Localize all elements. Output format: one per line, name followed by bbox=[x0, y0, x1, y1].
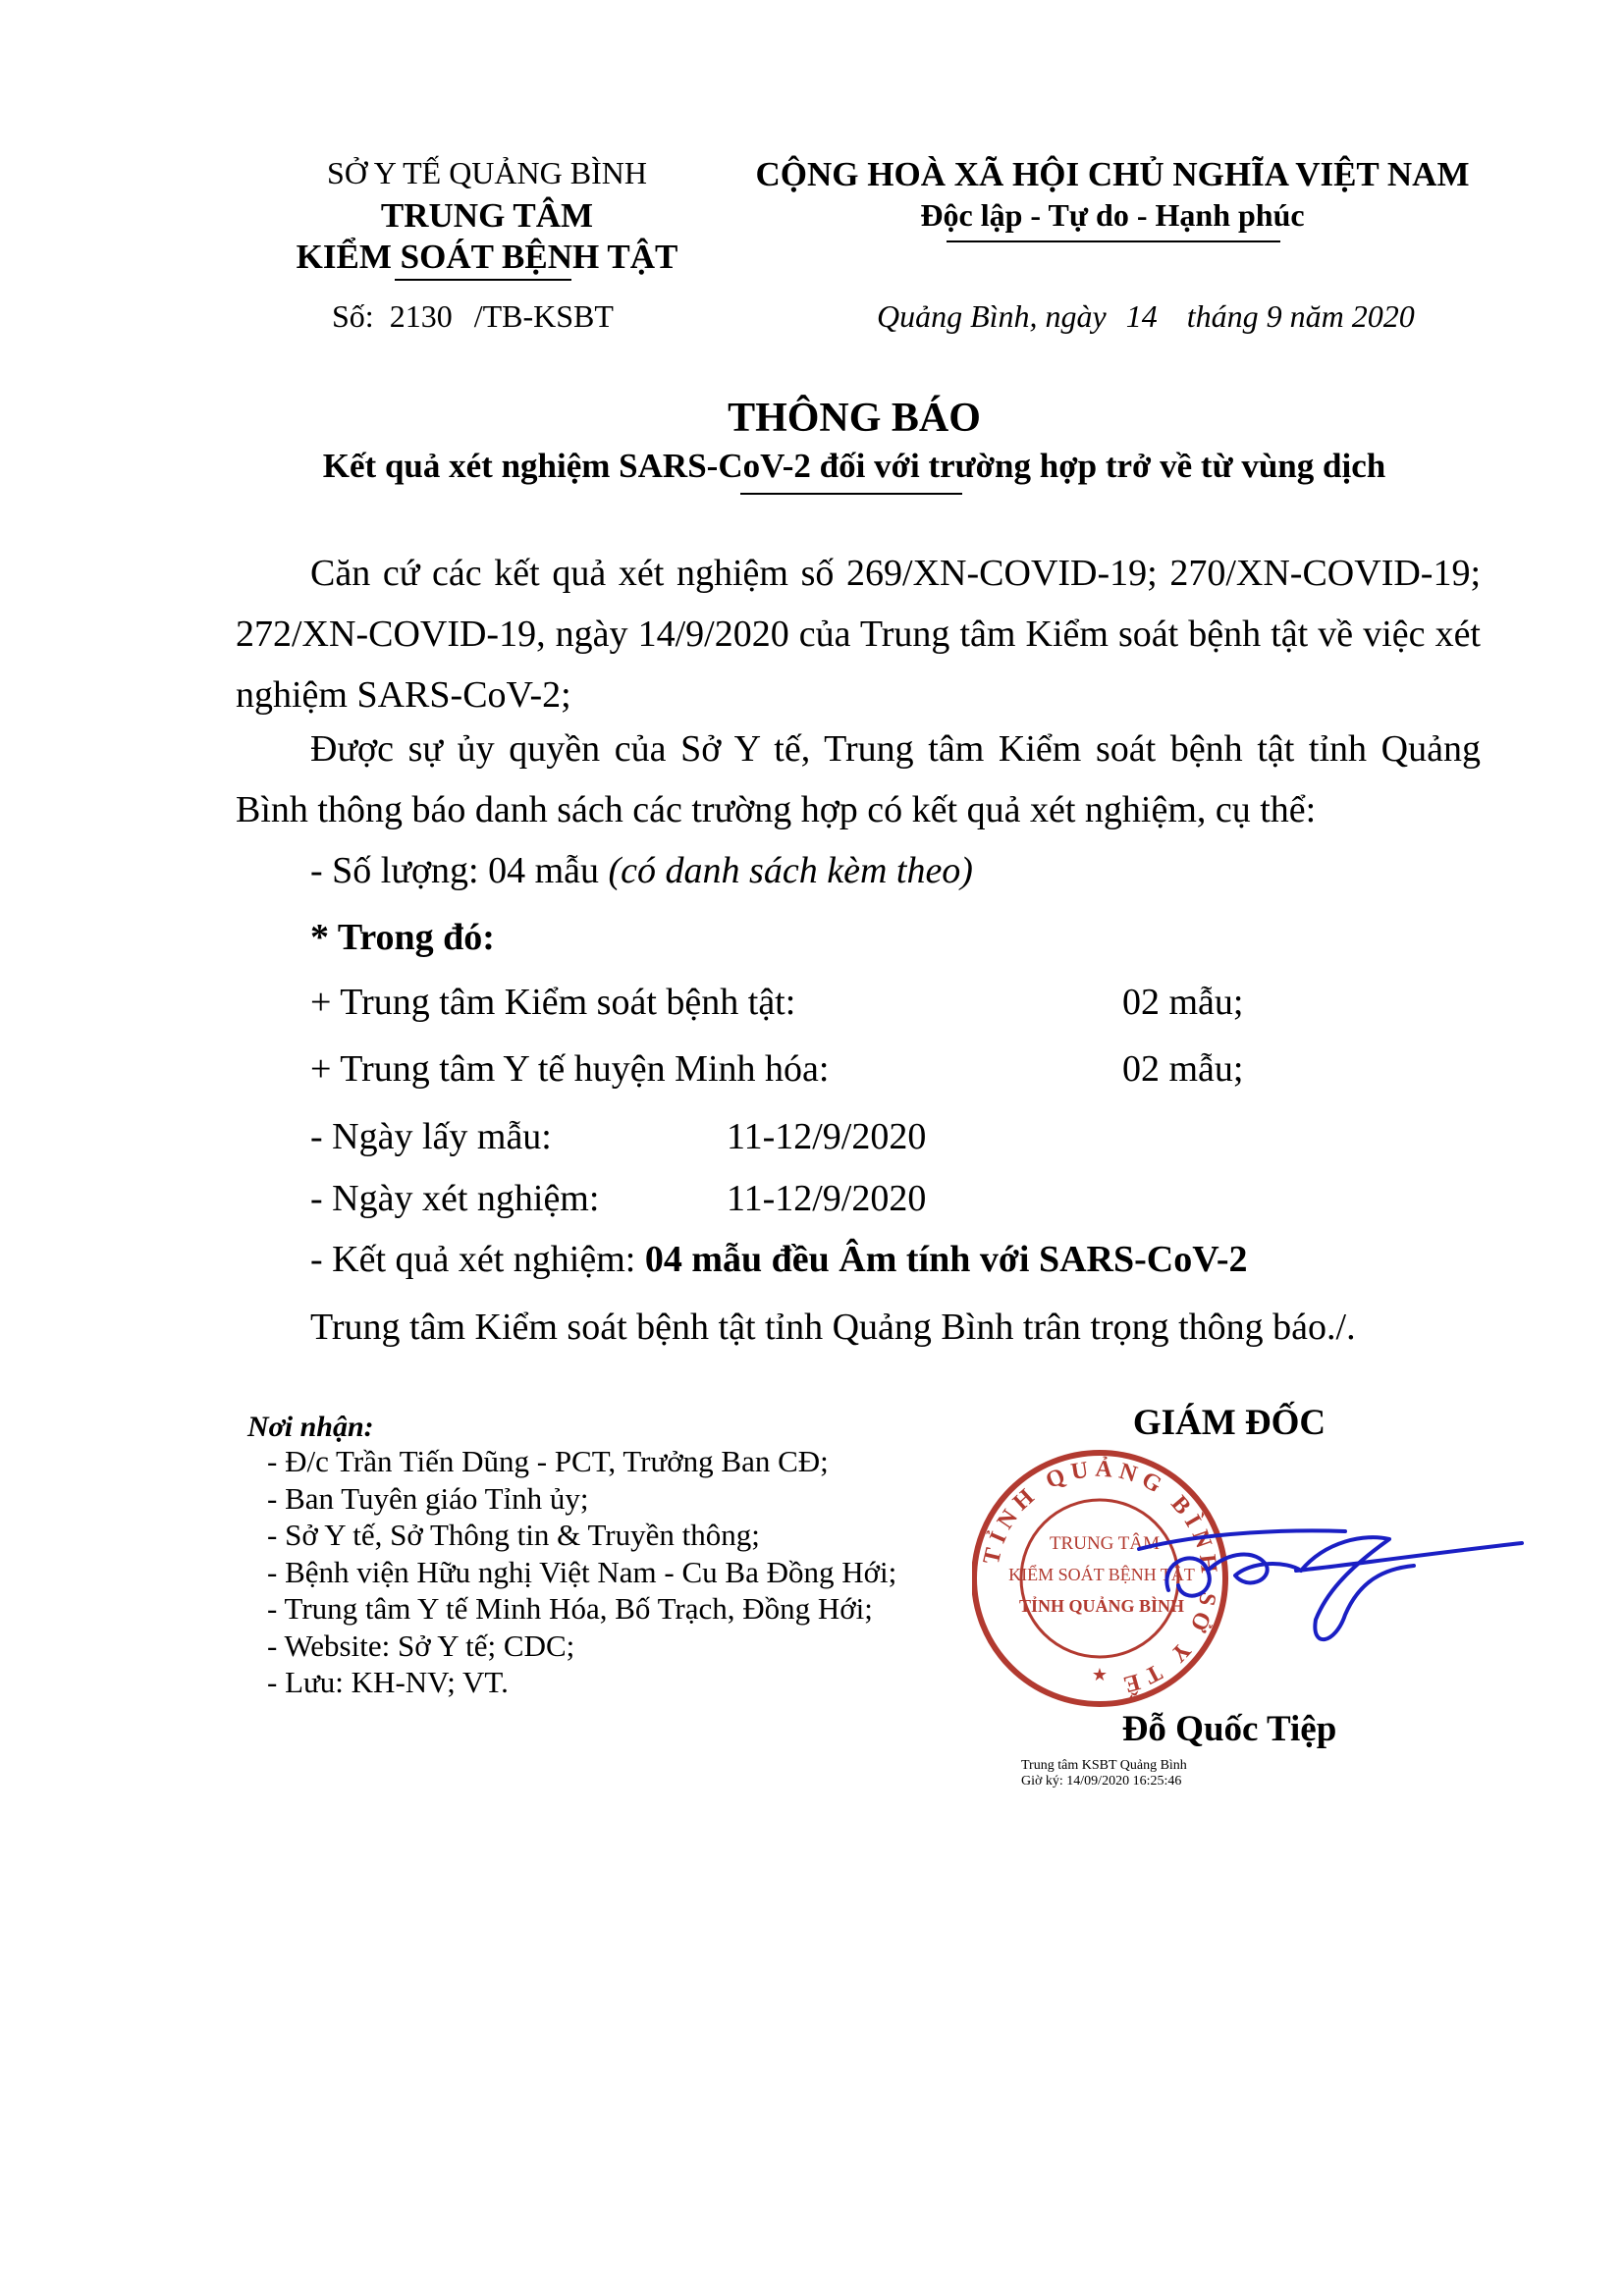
quantity-line bbox=[310, 849, 973, 892]
date-place-label: Quảng Bình, ngày bbox=[877, 298, 1107, 334]
stamp-line2: KIỂM SOÁT BỆNH TẬT bbox=[1008, 1565, 1195, 1584]
paragraph-line: Bình thông báo danh sách các trường hợp có kết quả xét nghiệm, cụ thể: bbox=[236, 789, 1317, 830]
paragraph-basis bbox=[236, 543, 1481, 725]
date-place bbox=[877, 298, 1415, 335]
closing-sentence: Trung tâm Kiểm soát bệnh tật tỉnh Quảng Bình trân trọng thông báo./. bbox=[310, 1307, 1356, 1348]
digital-signature-info bbox=[1021, 1758, 1187, 1789]
stamp-line1: TRUNG TÂM bbox=[1049, 1533, 1161, 1554]
breakdown-value: 02 mẫu; bbox=[1122, 982, 1244, 1023]
signer-organization: Trung tâm KSBT Quảng Bình bbox=[1021, 1758, 1187, 1773]
date-rest: tháng 9 năm 2020 bbox=[1186, 298, 1415, 334]
stamp-and-signature bbox=[972, 1423, 1561, 1737]
breakdown-label: + Trung tâm Kiểm soát bệnh tật: bbox=[310, 982, 796, 1023]
signer-position: GIÁM ĐỐC bbox=[1132, 1403, 1326, 1443]
number-suffix: /TB-KSBT bbox=[473, 298, 614, 334]
paragraph-line: Được sự ủy quyền của Sở Y tế, Trung tâm Kiểm soát bệnh tật tỉnh Quảng bbox=[310, 728, 1481, 770]
signer-name: Đỗ Quốc Tiệp bbox=[1121, 1709, 1337, 1749]
recipient-item: - Trung tâm Y tế Minh Hóa, Bố Trạch, Đồng Hới; bbox=[267, 1591, 873, 1626]
date-day: 14 bbox=[1125, 298, 1158, 334]
stamp-line3: TỈNH QUẢNG BÌNH bbox=[1018, 1596, 1185, 1616]
subtitle-underline bbox=[740, 493, 962, 495]
recipient-item: - Ban Tuyên giáo Tỉnh ủy; bbox=[267, 1480, 589, 1516]
issuing-center-line1: TRUNG TÂM bbox=[380, 196, 594, 235]
paragraph-line: 272/XN-COVID-19, ngày 14/9/2020 của Trung tâm Kiểm soát bệnh tật về việc xét bbox=[236, 614, 1481, 655]
motto-underline bbox=[947, 240, 1280, 242]
recipient-item: - Đ/c Trần Tiến Dũng - PCT, Trưởng Ban CĐ; bbox=[267, 1444, 829, 1478]
paragraph-authorization bbox=[236, 719, 1481, 840]
result-line bbox=[310, 1238, 1247, 1281]
recipients-heading: Nơi nhận: bbox=[247, 1411, 374, 1443]
header-left-underline bbox=[395, 279, 571, 281]
test-date-value: 11-12/9/2020 bbox=[727, 1178, 927, 1219]
official-stamp bbox=[974, 1453, 1225, 1704]
quantity-note: (có danh sách kèm theo) bbox=[608, 850, 973, 891]
recipient-item: - Website: Sở Y tế; CDC; bbox=[267, 1628, 575, 1663]
republic-name: CỘNG HOÀ XÃ HỘI CHỦ NGHĨA VIỆT NAM bbox=[755, 155, 1470, 193]
signed-time: Giờ ký: 14/09/2020 16:25:46 bbox=[1021, 1774, 1182, 1789]
issuing-department: SỞ Y TẾ QUẢNG BÌNH bbox=[327, 155, 647, 190]
stamp-star-icon: ★ bbox=[1091, 1665, 1109, 1684]
breakdown-value: 02 mẫu; bbox=[1122, 1048, 1244, 1090]
result-label: - Kết quả xét nghiệm: bbox=[310, 1239, 636, 1280]
recipient-item: - Lưu: KH-NV; VT. bbox=[267, 1665, 509, 1699]
result-value: 04 mẫu đều Âm tính với SARS-CoV-2 bbox=[644, 1239, 1248, 1280]
number-label: Số: bbox=[332, 298, 374, 334]
sample-date-label: - Ngày lấy mẫu: bbox=[310, 1116, 552, 1157]
among-heading: * Trong đó: bbox=[310, 917, 495, 958]
breakdown-label: + Trung tâm Y tế huyện Minh hóa: bbox=[310, 1048, 830, 1090]
issuing-center-line2: KIỂM SOÁT BỆNH TẬT bbox=[296, 238, 678, 276]
national-motto: Độc lập - Tự do - Hạnh phúc bbox=[920, 197, 1305, 233]
recipient-item: - Sở Y tế, Sở Thông tin & Truyền thông; bbox=[267, 1518, 760, 1552]
quantity-label: - Số lượng: 04 mẫu bbox=[310, 850, 600, 891]
document-number bbox=[332, 298, 614, 335]
number-value: 2130 bbox=[389, 298, 453, 334]
stamp-ring-text: TỈNH QUẢNG BÌNH SỞ Y TẾ bbox=[978, 1456, 1222, 1699]
test-date-label: - Ngày xét nghiệm: bbox=[310, 1178, 600, 1219]
document-subtitle: Kết quả xét nghiệm SARS-CoV-2 đối với trường hợp trở về từ vùng dịch bbox=[322, 447, 1386, 485]
recipients-list bbox=[267, 1443, 896, 1701]
sample-date-value: 11-12/9/2020 bbox=[727, 1116, 927, 1157]
document-title: THÔNG BÁO bbox=[728, 396, 981, 441]
paragraph-line: nghiệm SARS-CoV-2; bbox=[236, 674, 571, 716]
recipient-item: - Bệnh viện Hữu nghị Việt Nam - Cu Ba Đồng Hới; bbox=[267, 1554, 897, 1589]
paragraph-line: Căn cứ các kết quả xét nghiệm số 269/XN-COVID-19; 270/XN-COVID-19; bbox=[310, 553, 1481, 594]
